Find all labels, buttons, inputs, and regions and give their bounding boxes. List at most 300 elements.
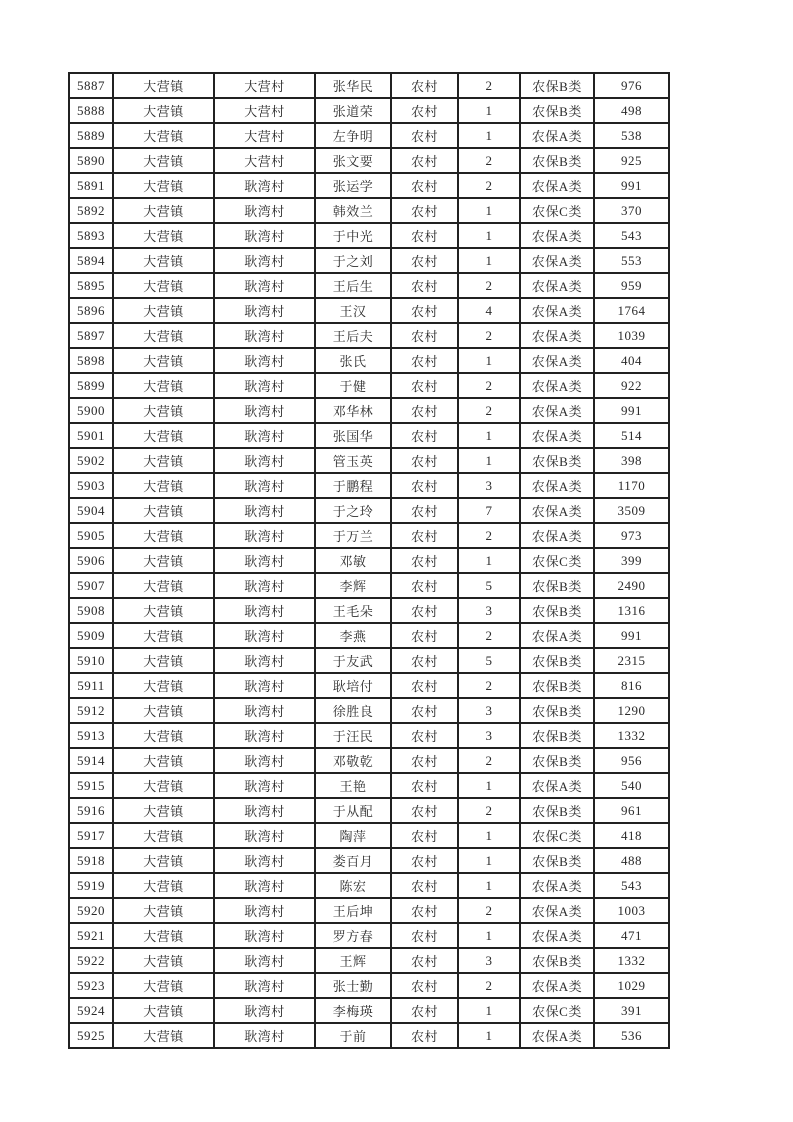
cell-town: 大营镇	[113, 323, 214, 348]
cell-residence-type: 农村	[391, 723, 458, 748]
cell-insurance-category: 农保A类	[520, 898, 594, 923]
table-row	[69, 873, 669, 898]
cell-person-name: 王艳	[315, 773, 391, 798]
cell-residence-type: 农村	[391, 623, 458, 648]
cell-village: 耿湾村	[214, 723, 315, 748]
cell-insurance-category: 农保A类	[520, 498, 594, 523]
cell-person-count: 1	[458, 1023, 520, 1048]
cell-insurance-category: 农保A类	[520, 123, 594, 148]
cell-town: 大营镇	[113, 948, 214, 973]
cell-person-count: 2	[458, 973, 520, 998]
table-row	[69, 223, 669, 248]
cell-residence-type: 农村	[391, 523, 458, 548]
cell-village: 耿湾村	[214, 398, 315, 423]
cell-residence-type: 农村	[391, 948, 458, 973]
cell-insurance-category: 农保A类	[520, 223, 594, 248]
cell-town: 大营镇	[113, 648, 214, 673]
cell-residence-type: 农村	[391, 748, 458, 773]
cell-insurance-category: 农保B类	[520, 673, 594, 698]
cell-insurance-category: 农保B类	[520, 648, 594, 673]
table-row	[69, 698, 669, 723]
cell-residence-type: 农村	[391, 123, 458, 148]
cell-residence-type: 农村	[391, 898, 458, 923]
table-row	[69, 273, 669, 298]
cell-amount: 540	[594, 773, 669, 798]
cell-person-name: 张道荣	[315, 98, 391, 123]
table-row	[69, 1023, 669, 1048]
table-row	[69, 123, 669, 148]
cell-amount: 1332	[594, 948, 669, 973]
cell-amount: 991	[594, 173, 669, 198]
table-row	[69, 648, 669, 673]
table-row	[69, 598, 669, 623]
cell-person-name: 韩效兰	[315, 198, 391, 223]
table-row	[69, 823, 669, 848]
cell-village: 耿湾村	[214, 498, 315, 523]
cell-amount: 1290	[594, 698, 669, 723]
table-row	[69, 923, 669, 948]
cell-village: 耿湾村	[214, 248, 315, 273]
cell-residence-type: 农村	[391, 498, 458, 523]
cell-residence-type: 农村	[391, 998, 458, 1023]
cell-person-count: 1	[458, 98, 520, 123]
cell-record-id: 5919	[69, 873, 113, 898]
cell-insurance-category: 农保C类	[520, 548, 594, 573]
cell-insurance-category: 农保B类	[520, 848, 594, 873]
cell-village: 大营村	[214, 148, 315, 173]
cell-village: 耿湾村	[214, 673, 315, 698]
cell-person-name: 邓敏	[315, 548, 391, 573]
cell-village: 大营村	[214, 98, 315, 123]
cell-insurance-category: 农保B类	[520, 598, 594, 623]
cell-insurance-category: 农保A类	[520, 248, 594, 273]
cell-amount: 956	[594, 748, 669, 773]
cell-person-name: 于之玲	[315, 498, 391, 523]
cell-person-count: 2	[458, 898, 520, 923]
cell-insurance-category: 农保A类	[520, 373, 594, 398]
cell-person-name: 罗方春	[315, 923, 391, 948]
cell-record-id: 5909	[69, 623, 113, 648]
cell-amount: 1039	[594, 323, 669, 348]
cell-village: 耿湾村	[214, 173, 315, 198]
cell-person-name: 耿培付	[315, 673, 391, 698]
cell-town: 大营镇	[113, 423, 214, 448]
cell-person-count: 2	[458, 798, 520, 823]
cell-village: 大营村	[214, 73, 315, 98]
cell-town: 大营镇	[113, 298, 214, 323]
cell-insurance-category: 农保A类	[520, 873, 594, 898]
cell-insurance-category: 农保B类	[520, 948, 594, 973]
cell-amount: 976	[594, 73, 669, 98]
cell-amount: 498	[594, 98, 669, 123]
cell-residence-type: 农村	[391, 273, 458, 298]
cell-village: 耿湾村	[214, 523, 315, 548]
cell-residence-type: 农村	[391, 323, 458, 348]
cell-village: 耿湾村	[214, 198, 315, 223]
cell-town: 大营镇	[113, 898, 214, 923]
cell-amount: 370	[594, 198, 669, 223]
cell-village: 耿湾村	[214, 448, 315, 473]
table-row	[69, 323, 669, 348]
cell-town: 大营镇	[113, 698, 214, 723]
cell-person-name: 于汪民	[315, 723, 391, 748]
cell-insurance-category: 农保A类	[520, 473, 594, 498]
cell-residence-type: 农村	[391, 973, 458, 998]
cell-amount: 399	[594, 548, 669, 573]
cell-person-name: 于之刘	[315, 248, 391, 273]
table-row	[69, 898, 669, 923]
cell-record-id: 5901	[69, 423, 113, 448]
cell-amount: 3509	[594, 498, 669, 523]
cell-record-id: 5887	[69, 73, 113, 98]
cell-town: 大营镇	[113, 923, 214, 948]
cell-village: 耿湾村	[214, 848, 315, 873]
cell-record-id: 5895	[69, 273, 113, 298]
table-row	[69, 998, 669, 1023]
cell-residence-type: 农村	[391, 648, 458, 673]
cell-amount: 991	[594, 623, 669, 648]
cell-town: 大营镇	[113, 573, 214, 598]
cell-person-name: 邓华林	[315, 398, 391, 423]
cell-record-id: 5907	[69, 573, 113, 598]
cell-village: 耿湾村	[214, 898, 315, 923]
cell-record-id: 5892	[69, 198, 113, 223]
cell-insurance-category: 农保A类	[520, 1023, 594, 1048]
cell-village: 耿湾村	[214, 798, 315, 823]
cell-person-count: 3	[458, 948, 520, 973]
cell-person-name: 陈宏	[315, 873, 391, 898]
cell-town: 大营镇	[113, 123, 214, 148]
cell-insurance-category: 农保B类	[520, 748, 594, 773]
cell-person-count: 5	[458, 573, 520, 598]
cell-town: 大营镇	[113, 348, 214, 373]
cell-amount: 404	[594, 348, 669, 373]
cell-person-count: 2	[458, 273, 520, 298]
cell-record-id: 5920	[69, 898, 113, 923]
table-row	[69, 723, 669, 748]
table-row	[69, 98, 669, 123]
cell-record-id: 5916	[69, 798, 113, 823]
cell-person-count: 1	[458, 198, 520, 223]
cell-amount: 1170	[594, 473, 669, 498]
cell-person-count: 2	[458, 748, 520, 773]
cell-person-count: 2	[458, 373, 520, 398]
cell-residence-type: 农村	[391, 248, 458, 273]
cell-village: 耿湾村	[214, 973, 315, 998]
cell-person-count: 1	[458, 423, 520, 448]
table-row	[69, 498, 669, 523]
cell-record-id: 5893	[69, 223, 113, 248]
cell-record-id: 5922	[69, 948, 113, 973]
cell-village: 耿湾村	[214, 548, 315, 573]
cell-insurance-category: 农保A类	[520, 923, 594, 948]
cell-residence-type: 农村	[391, 173, 458, 198]
cell-record-id: 5905	[69, 523, 113, 548]
cell-residence-type: 农村	[391, 698, 458, 723]
table-row	[69, 173, 669, 198]
table-row	[69, 423, 669, 448]
cell-village: 大营村	[214, 123, 315, 148]
cell-record-id: 5889	[69, 123, 113, 148]
cell-residence-type: 农村	[391, 148, 458, 173]
table-row	[69, 798, 669, 823]
cell-person-count: 2	[458, 398, 520, 423]
table-row	[69, 773, 669, 798]
cell-residence-type: 农村	[391, 673, 458, 698]
cell-record-id: 5899	[69, 373, 113, 398]
cell-village: 耿湾村	[214, 748, 315, 773]
cell-residence-type: 农村	[391, 198, 458, 223]
cell-record-id: 5913	[69, 723, 113, 748]
cell-insurance-category: 农保A类	[520, 273, 594, 298]
cell-residence-type: 农村	[391, 398, 458, 423]
cell-amount: 488	[594, 848, 669, 873]
cell-insurance-category: 农保B类	[520, 573, 594, 598]
cell-person-count: 1	[458, 448, 520, 473]
cell-town: 大营镇	[113, 873, 214, 898]
cell-insurance-category: 农保B类	[520, 73, 594, 98]
cell-insurance-category: 农保A类	[520, 298, 594, 323]
cell-village: 耿湾村	[214, 298, 315, 323]
cell-residence-type: 农村	[391, 823, 458, 848]
cell-town: 大营镇	[113, 798, 214, 823]
cell-record-id: 5900	[69, 398, 113, 423]
cell-insurance-category: 农保A类	[520, 323, 594, 348]
cell-person-count: 2	[458, 623, 520, 648]
cell-person-name: 于中光	[315, 223, 391, 248]
cell-person-count: 1	[458, 823, 520, 848]
cell-residence-type: 农村	[391, 923, 458, 948]
cell-village: 耿湾村	[214, 598, 315, 623]
table-row	[69, 973, 669, 998]
cell-village: 耿湾村	[214, 348, 315, 373]
cell-person-name: 于从配	[315, 798, 391, 823]
cell-person-count: 1	[458, 123, 520, 148]
table-row	[69, 623, 669, 648]
cell-record-id: 5897	[69, 323, 113, 348]
cell-person-count: 3	[458, 598, 520, 623]
cell-town: 大营镇	[113, 73, 214, 98]
table-row	[69, 573, 669, 598]
cell-person-name: 王辉	[315, 948, 391, 973]
cell-record-id: 5921	[69, 923, 113, 948]
cell-person-name: 张氏	[315, 348, 391, 373]
table-row	[69, 373, 669, 398]
cell-record-id: 5891	[69, 173, 113, 198]
cell-person-count: 1	[458, 773, 520, 798]
cell-person-count: 1	[458, 248, 520, 273]
cell-amount: 925	[594, 148, 669, 173]
cell-town: 大营镇	[113, 998, 214, 1023]
cell-person-name: 娄百月	[315, 848, 391, 873]
cell-person-count: 1	[458, 923, 520, 948]
cell-village: 耿湾村	[214, 923, 315, 948]
cell-record-id: 5923	[69, 973, 113, 998]
table-row	[69, 548, 669, 573]
cell-insurance-category: 农保B类	[520, 698, 594, 723]
cell-residence-type: 农村	[391, 848, 458, 873]
cell-residence-type: 农村	[391, 373, 458, 398]
cell-town: 大营镇	[113, 473, 214, 498]
cell-residence-type: 农村	[391, 223, 458, 248]
cell-insurance-category: 农保A类	[520, 773, 594, 798]
cell-record-id: 5906	[69, 548, 113, 573]
cell-insurance-category: 农保A类	[520, 398, 594, 423]
cell-residence-type: 农村	[391, 448, 458, 473]
cell-residence-type: 农村	[391, 473, 458, 498]
cell-insurance-category: 农保B类	[520, 723, 594, 748]
cell-record-id: 5915	[69, 773, 113, 798]
cell-village: 耿湾村	[214, 473, 315, 498]
cell-amount: 1003	[594, 898, 669, 923]
cell-residence-type: 农村	[391, 1023, 458, 1048]
cell-amount: 2315	[594, 648, 669, 673]
cell-person-count: 2	[458, 148, 520, 173]
cell-person-name: 于鹏程	[315, 473, 391, 498]
cell-town: 大营镇	[113, 523, 214, 548]
cell-amount: 536	[594, 1023, 669, 1048]
cell-village: 耿湾村	[214, 648, 315, 673]
cell-amount: 991	[594, 398, 669, 423]
cell-town: 大营镇	[113, 98, 214, 123]
cell-village: 耿湾村	[214, 323, 315, 348]
cell-person-count: 2	[458, 73, 520, 98]
cell-person-name: 于万兰	[315, 523, 391, 548]
cell-record-id: 5925	[69, 1023, 113, 1048]
cell-town: 大营镇	[113, 398, 214, 423]
cell-insurance-category: 农保B类	[520, 448, 594, 473]
cell-residence-type: 农村	[391, 873, 458, 898]
cell-record-id: 5896	[69, 298, 113, 323]
table-row	[69, 448, 669, 473]
cell-person-count: 1	[458, 548, 520, 573]
table-row	[69, 748, 669, 773]
cell-person-name: 于友武	[315, 648, 391, 673]
table-row	[69, 148, 669, 173]
cell-amount: 2490	[594, 573, 669, 598]
cell-insurance-category: 农保C类	[520, 823, 594, 848]
cell-person-name: 左争明	[315, 123, 391, 148]
cell-village: 耿湾村	[214, 1023, 315, 1048]
cell-amount: 816	[594, 673, 669, 698]
cell-record-id: 5917	[69, 823, 113, 848]
cell-amount: 391	[594, 998, 669, 1023]
cell-town: 大营镇	[113, 823, 214, 848]
records-table	[68, 72, 670, 1049]
cell-village: 耿湾村	[214, 223, 315, 248]
cell-town: 大营镇	[113, 848, 214, 873]
cell-insurance-category: 农保A类	[520, 423, 594, 448]
cell-town: 大营镇	[113, 973, 214, 998]
cell-residence-type: 农村	[391, 773, 458, 798]
cell-record-id: 5894	[69, 248, 113, 273]
cell-town: 大营镇	[113, 248, 214, 273]
table-row	[69, 398, 669, 423]
cell-residence-type: 农村	[391, 348, 458, 373]
cell-person-name: 李辉	[315, 573, 391, 598]
cell-town: 大营镇	[113, 498, 214, 523]
cell-person-name: 张文要	[315, 148, 391, 173]
cell-person-count: 7	[458, 498, 520, 523]
cell-insurance-category: 农保A类	[520, 623, 594, 648]
cell-residence-type: 农村	[391, 423, 458, 448]
cell-town: 大营镇	[113, 548, 214, 573]
cell-insurance-category: 农保C类	[520, 998, 594, 1023]
cell-person-name: 李梅瑛	[315, 998, 391, 1023]
cell-town: 大营镇	[113, 673, 214, 698]
cell-record-id: 5903	[69, 473, 113, 498]
cell-record-id: 5918	[69, 848, 113, 873]
cell-person-count: 3	[458, 473, 520, 498]
table-row	[69, 948, 669, 973]
cell-village: 耿湾村	[214, 948, 315, 973]
cell-amount: 398	[594, 448, 669, 473]
cell-record-id: 5914	[69, 748, 113, 773]
cell-person-name: 张国华	[315, 423, 391, 448]
cell-residence-type: 农村	[391, 598, 458, 623]
cell-amount: 553	[594, 248, 669, 273]
cell-person-count: 1	[458, 848, 520, 873]
cell-village: 耿湾村	[214, 373, 315, 398]
cell-town: 大营镇	[113, 723, 214, 748]
cell-town: 大营镇	[113, 373, 214, 398]
cell-village: 耿湾村	[214, 873, 315, 898]
cell-village: 耿湾村	[214, 423, 315, 448]
cell-village: 耿湾村	[214, 698, 315, 723]
cell-person-name: 王汉	[315, 298, 391, 323]
cell-person-name: 张士勤	[315, 973, 391, 998]
cell-record-id: 5902	[69, 448, 113, 473]
cell-person-name: 李燕	[315, 623, 391, 648]
cell-person-name: 于前	[315, 1023, 391, 1048]
cell-insurance-category: 农保A类	[520, 173, 594, 198]
cell-person-count: 1	[458, 348, 520, 373]
cell-person-name: 于健	[315, 373, 391, 398]
cell-amount: 418	[594, 823, 669, 848]
table-row	[69, 198, 669, 223]
cell-village: 耿湾村	[214, 998, 315, 1023]
cell-amount: 973	[594, 523, 669, 548]
cell-amount: 1332	[594, 723, 669, 748]
cell-insurance-category: 农保A类	[520, 973, 594, 998]
cell-person-count: 1	[458, 873, 520, 898]
cell-record-id: 5912	[69, 698, 113, 723]
cell-amount: 959	[594, 273, 669, 298]
cell-amount: 514	[594, 423, 669, 448]
table-body	[69, 73, 669, 1048]
cell-person-count: 3	[458, 723, 520, 748]
cell-residence-type: 农村	[391, 573, 458, 598]
cell-town: 大营镇	[113, 223, 214, 248]
cell-person-count: 1	[458, 998, 520, 1023]
cell-record-id: 5888	[69, 98, 113, 123]
cell-record-id: 5904	[69, 498, 113, 523]
cell-record-id: 5910	[69, 648, 113, 673]
cell-amount: 1029	[594, 973, 669, 998]
cell-town: 大营镇	[113, 1023, 214, 1048]
cell-person-count: 4	[458, 298, 520, 323]
cell-amount: 471	[594, 923, 669, 948]
cell-amount: 543	[594, 223, 669, 248]
cell-residence-type: 农村	[391, 73, 458, 98]
cell-person-name: 王后夫	[315, 323, 391, 348]
table-row	[69, 848, 669, 873]
cell-town: 大营镇	[113, 623, 214, 648]
cell-residence-type: 农村	[391, 548, 458, 573]
cell-village: 耿湾村	[214, 773, 315, 798]
cell-person-count: 2	[458, 323, 520, 348]
cell-village: 耿湾村	[214, 623, 315, 648]
